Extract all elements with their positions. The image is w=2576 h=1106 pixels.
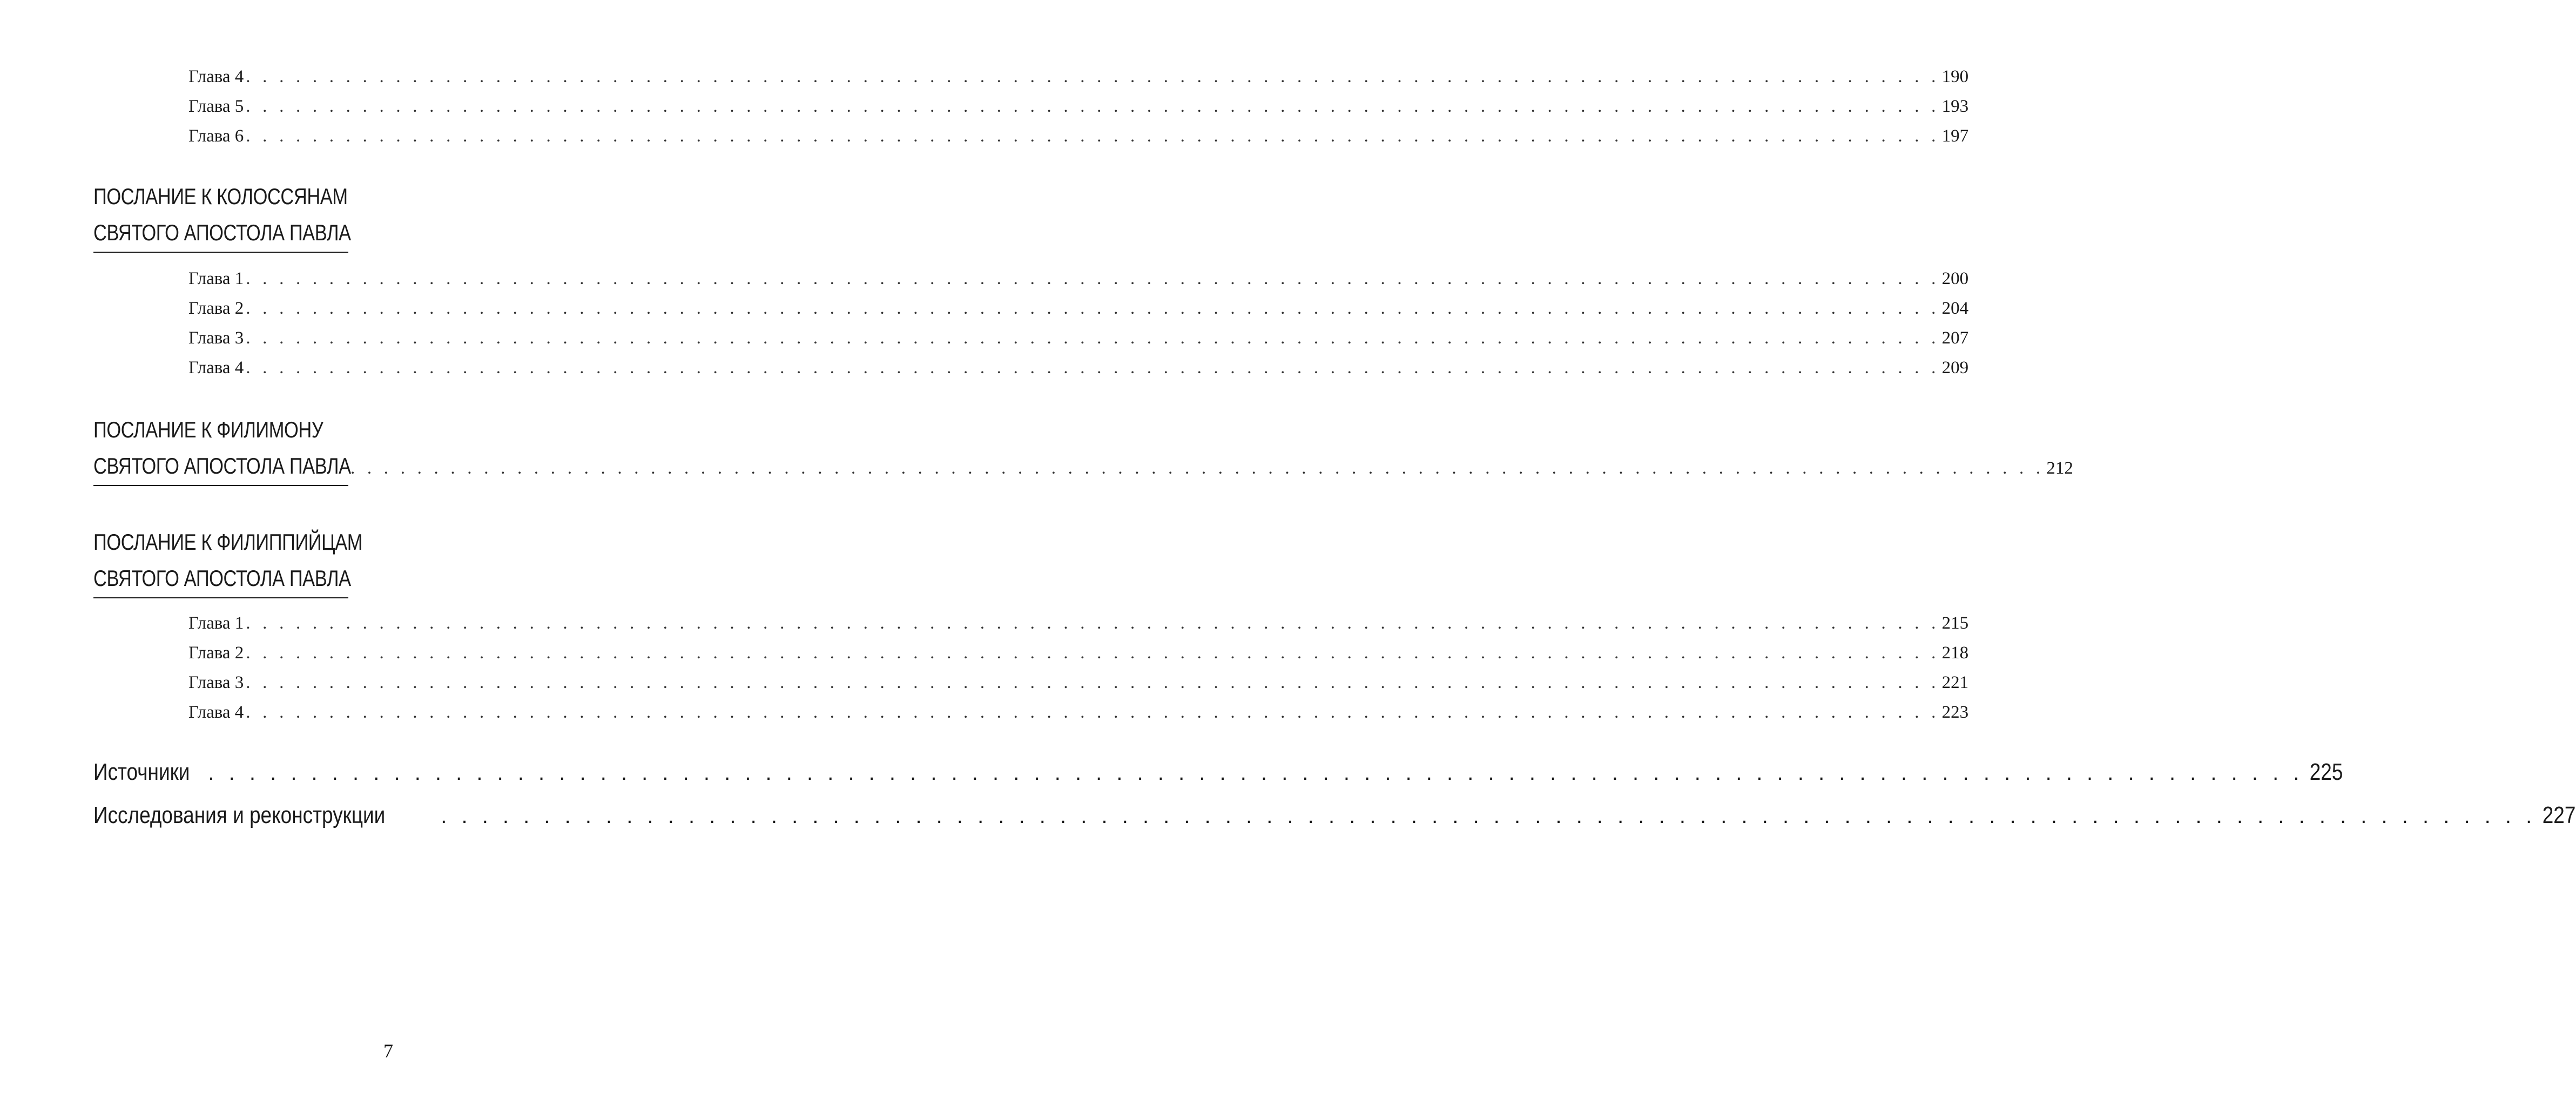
chapter-list-philippians bbox=[188, 609, 1969, 727]
entry-page-number: 197 bbox=[1941, 126, 1969, 146]
section-title-line2: СВЯТОГО АПОСТОЛА ПАВЛА bbox=[93, 453, 351, 478]
entry-page-number: 209 bbox=[1941, 358, 1969, 377]
entry-page-number: 225 bbox=[2310, 759, 2343, 785]
entry-page-number: 221 bbox=[1941, 673, 1969, 692]
entry-page-number: 212 bbox=[2046, 458, 2073, 478]
entry-label: Глава 4 bbox=[188, 358, 244, 377]
entry-label: Глава 1 bbox=[188, 613, 244, 633]
toc-entry[interactable] bbox=[188, 323, 1969, 353]
toc-entry[interactable] bbox=[188, 294, 1969, 323]
toc-entry-back-matter[interactable] bbox=[93, 794, 2576, 837]
dot-leader: . . . . . . . . . . . . . . . . . . . . . . . . . . . . . . . . . . . . . . . . . . . . . . . . . . . . . . . . . . . . . . . . . . . . . . . . . . . . . . . . . . . . . . . . . . . . . . . . . . . . . . bbox=[246, 269, 1940, 288]
toc-entry[interactable] bbox=[188, 698, 1969, 727]
dot-leader: . . . . . . . . . . . . . . . . . . . . . . . . . . . . . . . . . . . . . . . . . . . . . . . . . . . . . . . . . . . . . . . . . . . . . . . . . . . . . . . . . . . . . . . . . . . . . . . . . . . . . . bbox=[246, 703, 1940, 722]
section-title-line1: ПОСЛАНИЕ К КОЛОССЯНАМ bbox=[93, 184, 348, 209]
dot-leader: . . . . . . . . . . . . . . . . . . . . . . . . . . . . . . . . . . . . . . . . . . . . . . . . . . . . . . . . . . . . . . . . . . . . . . . . . . . . . . . . . . . . . . . . . . . . . . . . . . . . . . bbox=[246, 126, 1940, 146]
toc-entry[interactable] bbox=[188, 62, 1969, 92]
section-title-line2-row bbox=[93, 448, 2073, 484]
dot-leader: . . . . . . . . . . . . . . . . . . . . . . . . . . . . . . . . . . . . . . . . . . . . . . . . . . . . . . . . . . . . . . . . . . . . . . . . . . . . . . . . . . . . . . . . . . . . . . . . . . . . . . bbox=[246, 643, 1940, 663]
toc-entry-back-matter[interactable] bbox=[93, 751, 2343, 794]
entry-page-number: 223 bbox=[1941, 703, 1969, 722]
entry-page-number: 218 bbox=[1941, 643, 1969, 663]
section-heading-philippians bbox=[93, 524, 421, 598]
toc-entry[interactable] bbox=[188, 264, 1969, 294]
entry-label: Глава 5 bbox=[188, 97, 244, 116]
entry-label: Глава 1 bbox=[188, 269, 244, 288]
toc-entry[interactable] bbox=[188, 609, 1969, 638]
section-title-line1: ПОСЛАНИЕ К ФИЛИМОНУ bbox=[93, 417, 323, 442]
toc-entry[interactable] bbox=[188, 92, 1969, 122]
dot-leader: . . . . . . . . . . . . . . . . . . . . . . . . . . . . . . . . . . . . . . . . . . . . . . . . . . . . . . . . . . . . . . . . . . . . . . . . . . . . . . . . . . . . . . . . . . . . . . . . . . . . . . bbox=[246, 299, 1940, 318]
entry-label: Глава 4 bbox=[188, 703, 244, 722]
dot-leader: . . . . . . . . . . . . . . . . . . . . . . . . . . . . . . . . . . . . . . . . . . . . . . . . . . . . . . . . . . . . . . . . . . . . . . . . . . . . . . . . . . . . . . . . . . . . . . . . . . . . . . bbox=[208, 761, 2304, 785]
dot-leader: . . . . . . . . . . . . . . . . . . . . . . . . . . . . . . . . . . . . . . . . . . . . . . . . . . . . . . . . . . . . . . . . . . . . . . . . . . . . . . . . . . . . . . . . . . . . . . . . . . . . . . bbox=[246, 328, 1940, 348]
entry-page-number: 190 bbox=[1941, 67, 1969, 86]
section-title-line2: СВЯТОГО АПОСТОЛА ПАВЛА bbox=[93, 565, 351, 591]
dot-leader: . . . . . . . . . . . . . . . . . . . . . . . . . . . . . . . . . . . . . . . . . . . . . . . . . . . . . . . . . . . . . . . . . . . . . . . . . . . . . . . . . . . . . . . . . . . . . . . . . . . . . . bbox=[441, 804, 2537, 828]
toc-entry[interactable] bbox=[188, 353, 1969, 383]
chapter-list-colossians bbox=[188, 264, 1969, 383]
back-matter-list bbox=[93, 751, 2576, 837]
dot-leader: . . . . . . . . . . . . . . . . . . . . . . . . . . . . . . . . . . . . . . . . . . . . . . . . . . . . . . . . . . . . . . . . . . . . . . . . . . . . . . . . . . . . . . . . . . . . . . . . . . . . . . bbox=[246, 613, 1940, 633]
entry-page-number: 227 bbox=[2542, 802, 2576, 828]
section-title-line1: ПОСЛАНИЕ К ФИЛИППИЙЦАМ bbox=[93, 529, 363, 555]
entry-label: Источники bbox=[93, 759, 190, 785]
dot-leader: . . . . . . . . . . . . . . . . . . . . . . . . . . . . . . . . . . . . . . . . . . . . . . . . . . . . . . . . . . . . . . . . . . . . . . . . . . . . . . . . . . . . . . . . . . . . . . . . . . . . . . bbox=[246, 67, 1940, 86]
entry-page-number: 207 bbox=[1941, 328, 1969, 348]
toc-entry[interactable] bbox=[188, 122, 1969, 151]
toc-entry[interactable] bbox=[188, 668, 1969, 698]
section-underline bbox=[93, 252, 348, 253]
entry-label: Глава 3 bbox=[188, 673, 244, 692]
page-number: 7 bbox=[383, 1040, 393, 1062]
section-underline bbox=[93, 485, 348, 486]
dot-leader: . . . . . . . . . . . . . . . . . . . . . . . . . . . . . . . . . . . . . . . . . . . . . . . . . . . . . . . . . . . . . . . . . . . . . . . . . . . . . . . . . . . . . . . . . . . . . . . . . . . . . . bbox=[246, 673, 1940, 692]
section-underline bbox=[93, 597, 348, 598]
toc-entry[interactable] bbox=[188, 638, 1969, 668]
chapter-list-continued bbox=[188, 62, 1969, 151]
dot-leader: . . . . . . . . . . . . . . . . . . . . . . . . . . . . . . . . . . . . . . . . . . . . . . . . . . . . . . . . . . . . . . . . . . . . . . . . . . . . . . . . . . . . . . . . . . . . . . . . . . . . . . bbox=[246, 97, 1940, 116]
entry-page-number: 200 bbox=[1941, 269, 1969, 288]
entry-label: Глава 3 bbox=[188, 328, 244, 348]
entry-label: Глава 4 bbox=[188, 67, 244, 86]
section-heading-colossians bbox=[93, 178, 407, 253]
entry-label: Глава 6 bbox=[188, 126, 244, 146]
section-title-line2: СВЯТОГО АПОСТОЛА ПАВЛА bbox=[93, 220, 351, 245]
entry-page-number: 215 bbox=[1941, 613, 1969, 633]
entry-label: Исследования и реконструкции bbox=[93, 802, 386, 828]
entry-page-number: 193 bbox=[1941, 97, 1969, 116]
entry-label: Глава 2 bbox=[188, 643, 244, 663]
entry-label: Глава 2 bbox=[188, 299, 244, 318]
entry-page-number: 204 bbox=[1941, 299, 1969, 318]
dot-leader: . . . . . . . . . . . . . . . . . . . . . . . . . . . . . . . . . . . . . . . . . . . . . . . . . . . . . . . . . . . . . . . . . . . . . . . . . . . . . . . . . . . . . . . . . . . . . . . . . . . . . . bbox=[350, 458, 2045, 478]
section-heading-philemon[interactable] bbox=[93, 412, 2073, 486]
dot-leader: . . . . . . . . . . . . . . . . . . . . . . . . . . . . . . . . . . . . . . . . . . . . . . . . . . . . . . . . . . . . . . . . . . . . . . . . . . . . . . . . . . . . . . . . . . . . . . . . . . . . . . bbox=[246, 358, 1940, 377]
